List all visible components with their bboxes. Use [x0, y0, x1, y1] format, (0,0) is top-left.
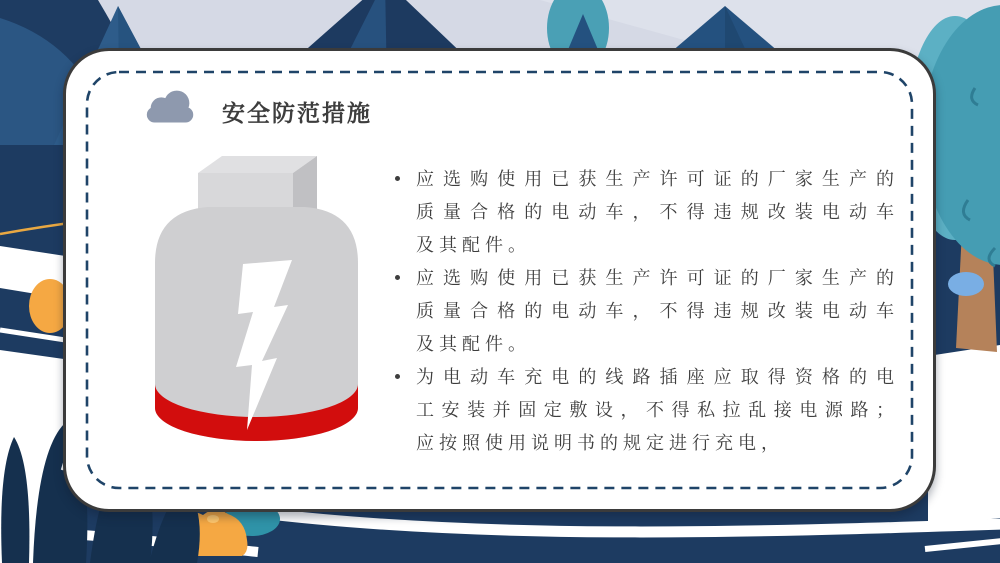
bullet-line: 及其配件。	[416, 334, 531, 354]
bullet-dot	[395, 374, 400, 379]
bullet-dot	[395, 275, 400, 280]
bullet-dot	[395, 176, 400, 181]
blue-blob	[948, 272, 984, 296]
bullet-line: 应选购使用已获生产许可证的厂家生产的	[416, 169, 896, 189]
bullet-line: 应按照使用说明书的规定进行充电，	[416, 433, 784, 453]
bullet-line: 质量合格的电动车，不得违规改装电动车	[416, 202, 896, 222]
content-card	[63, 48, 936, 512]
battery-lightning-illustration	[152, 151, 364, 443]
bullet-line: 应选购使用已获生产许可证的厂家生产的	[416, 268, 896, 288]
bush-highlight-2	[207, 515, 219, 523]
bullet-line: 质量合格的电动车，不得违规改装电动车	[416, 301, 896, 321]
bullet-line: 及其配件。	[416, 235, 531, 255]
right-roads	[925, 345, 1000, 549]
list-item	[391, 361, 896, 460]
list-item	[391, 163, 896, 262]
list-item	[391, 262, 896, 361]
bullet-line: 工安装并固定敷设，不得私拉乱接电源路；	[416, 400, 896, 420]
page-title: 安全防范措施	[222, 100, 372, 126]
white-area-right	[928, 345, 1000, 526]
bullet-list	[391, 163, 896, 460]
cloud-icon	[142, 87, 200, 127]
bullet-line: 为电动车充电的线路插座应取得资格的电	[416, 367, 896, 387]
